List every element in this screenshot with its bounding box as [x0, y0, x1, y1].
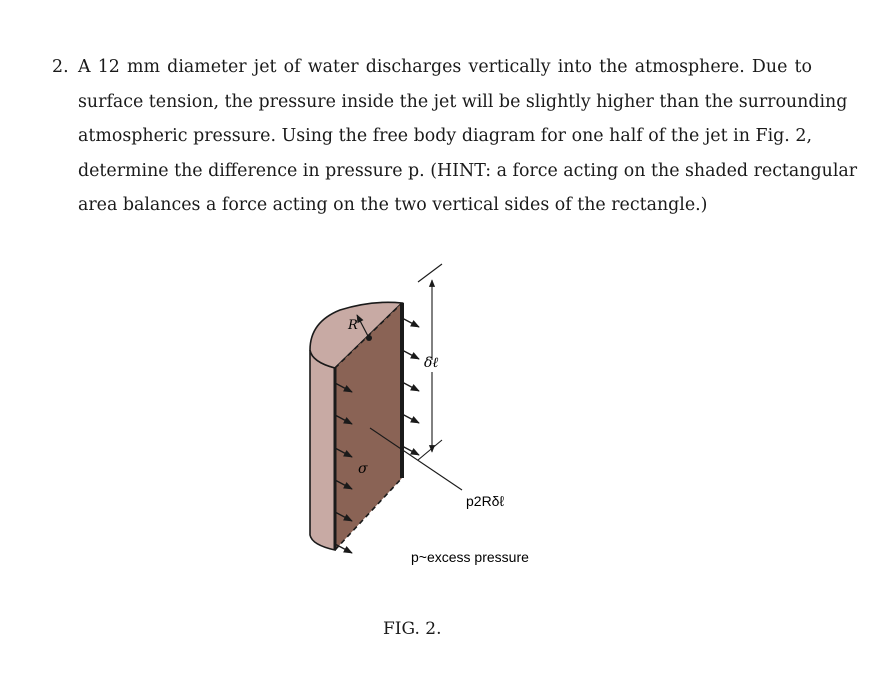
- center-point: [366, 335, 372, 341]
- dl-top-tick: [418, 264, 442, 282]
- problem-line-3: atmospheric pressure. Using the free body diagram for one half of the jet in Fig. 2,: [78, 126, 812, 147]
- radius-label: R: [348, 318, 358, 333]
- dl-bottom-tick: [418, 440, 442, 460]
- dl-label: δℓ: [424, 355, 439, 371]
- force-label: p2Rδℓ: [466, 493, 505, 509]
- half-cylinder-surface: [310, 350, 335, 550]
- problem-line-4: determine the difference in pressure p. (HINT: a force acting on the shaded rectangular: [78, 160, 858, 181]
- right-edge-tension-arrows: [402, 318, 419, 455]
- figure-caption: FIG. 2.: [383, 619, 442, 639]
- problem-line-2: surface tension, the pressure inside the jet will be slightly higher than the surrounding: [78, 91, 848, 112]
- problem-line-1: A 12 mm diameter jet of water discharges vertically into the atmosphere. Due to: [78, 57, 812, 77]
- problem-number: 2.: [52, 57, 69, 77]
- sigma-label: σ: [358, 461, 368, 477]
- pressure-label: p~excess pressure: [411, 549, 529, 565]
- problem-line-5: area balances a force acting on the two vertical sides of the rectangle.): [78, 195, 708, 216]
